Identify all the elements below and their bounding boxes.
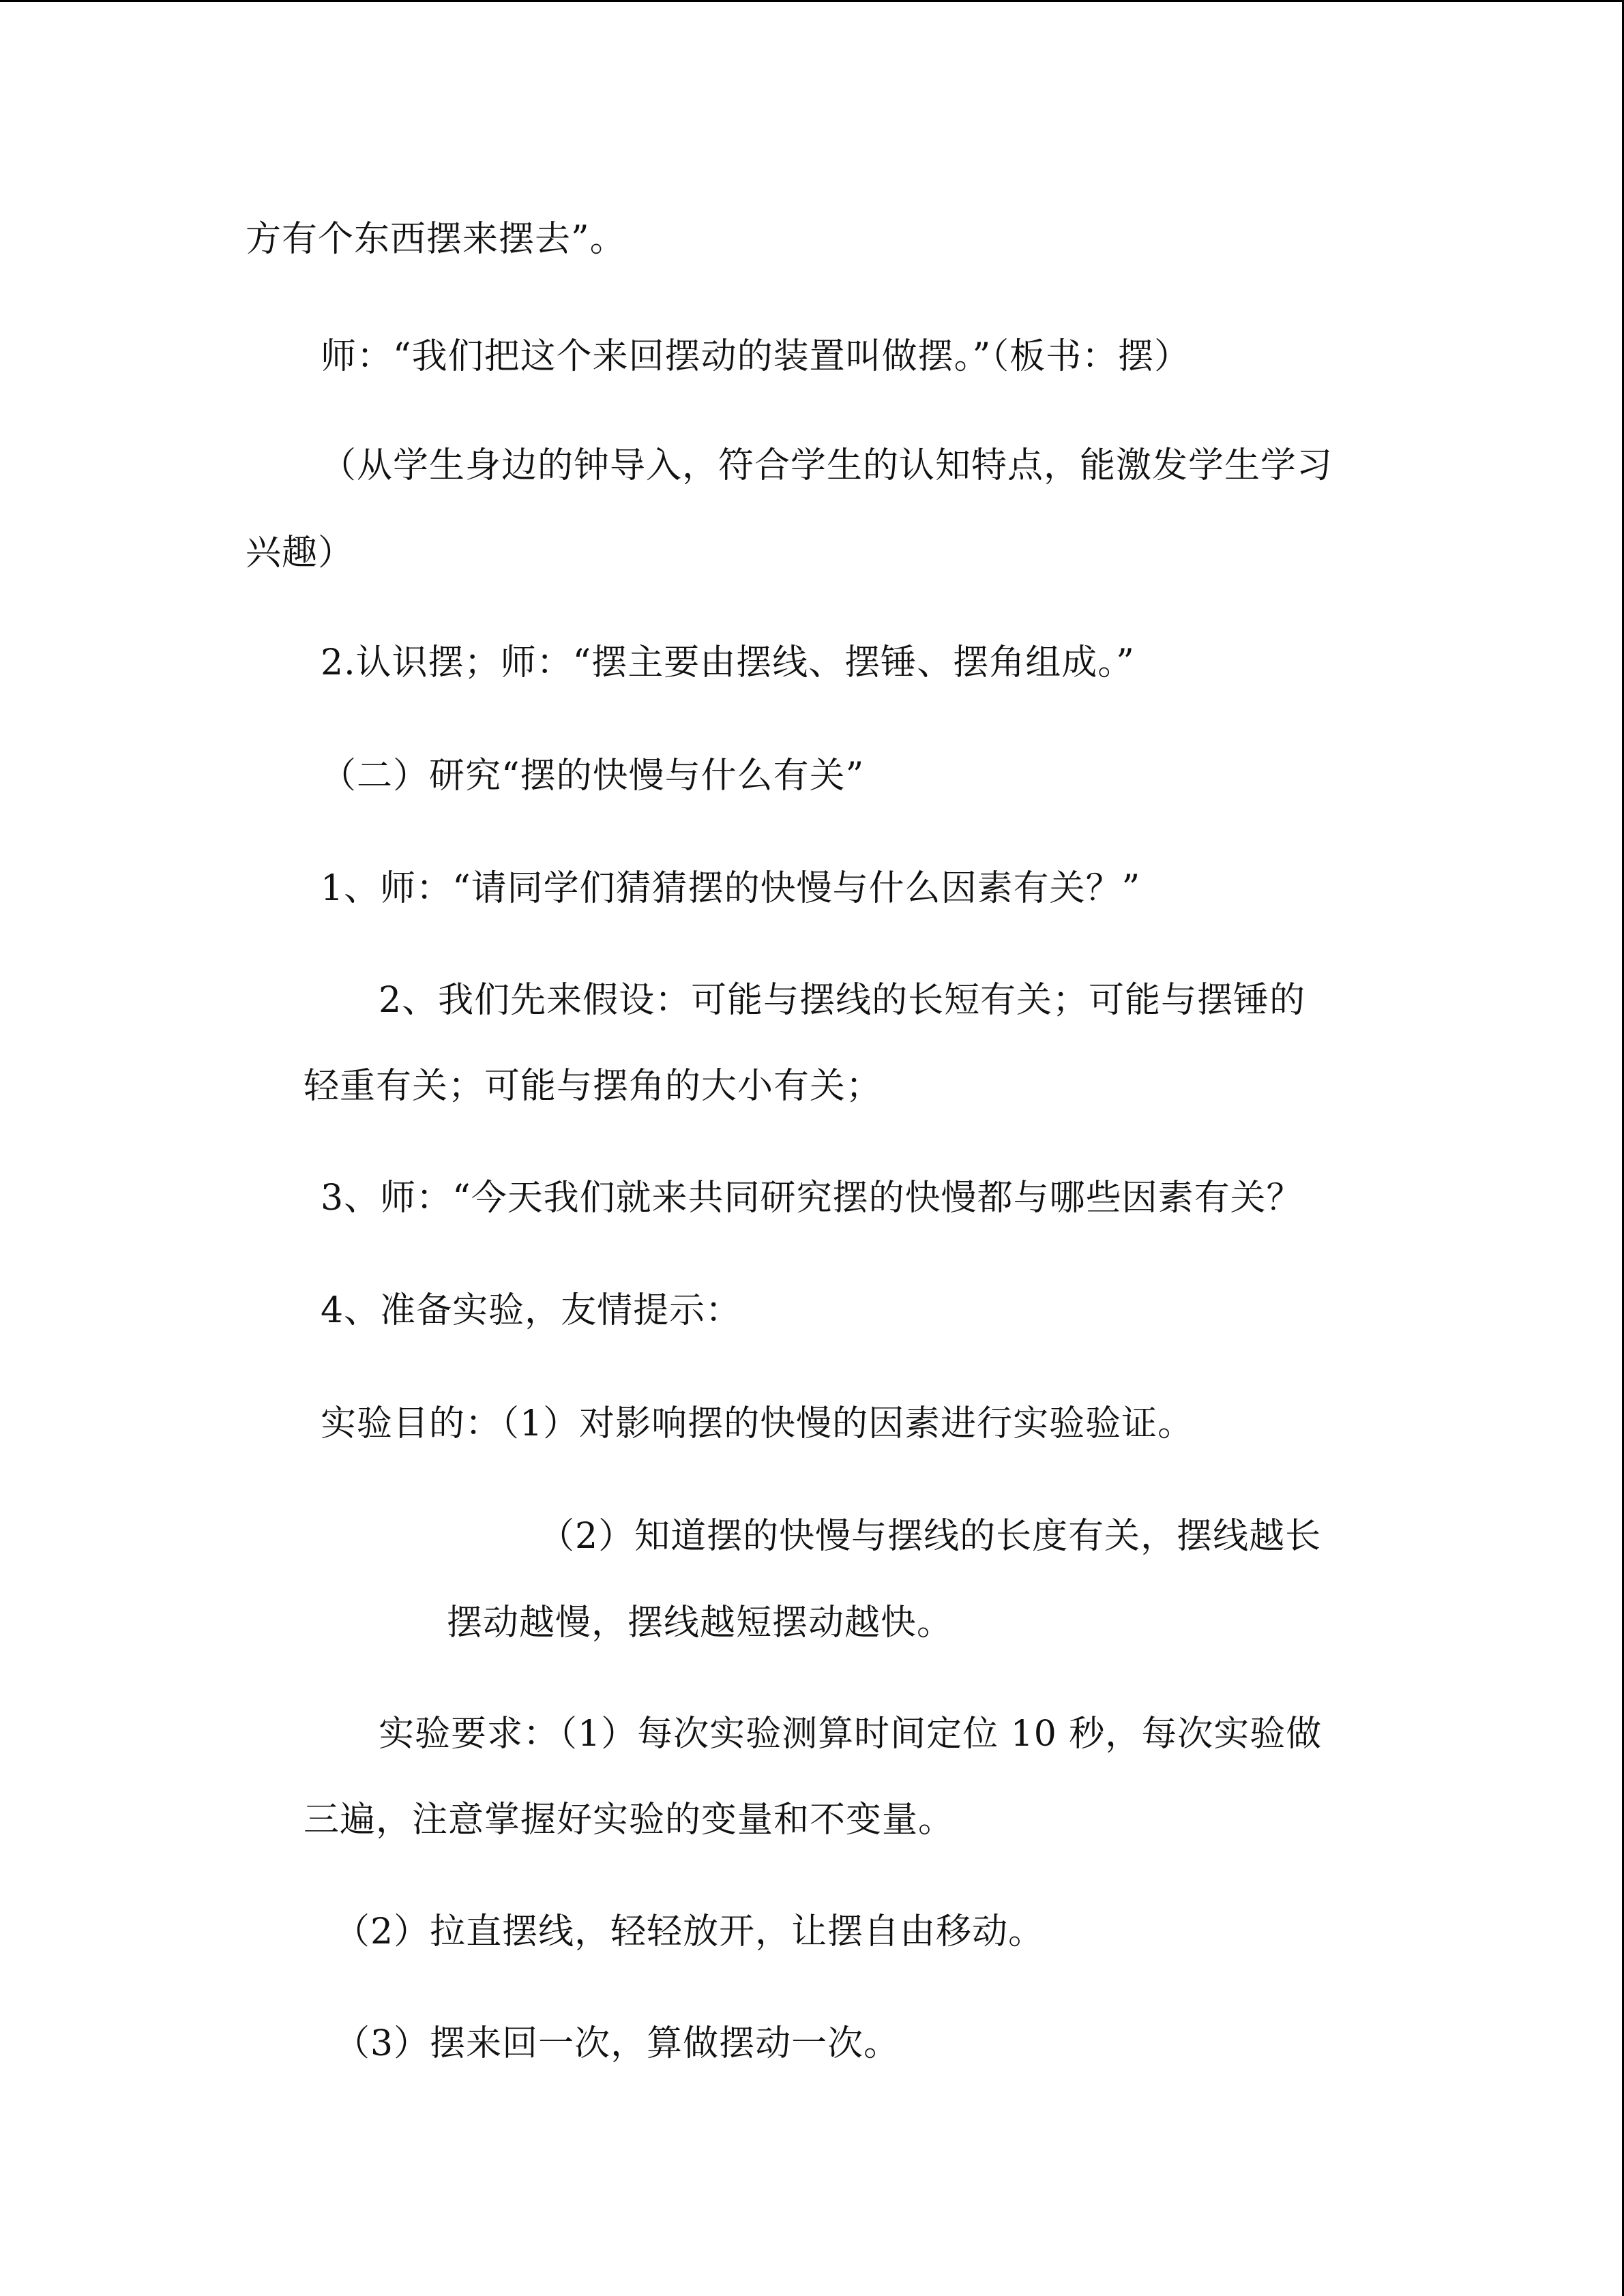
- text-line: 摆动越慢，摆线越短摆动越快。: [447, 1602, 954, 1643]
- text-line: 1、师：“请同学们猜猜摆的快慢与什么因素有关？”: [321, 868, 1141, 909]
- text-line: 轻重有关；可能与摆角的大小有关；: [304, 1066, 883, 1107]
- text-line: （2）拉直摆线，轻轻放开，让摆自由移动。: [334, 1911, 1045, 1952]
- section-heading: （二）研究“摆的快慢与什么有关”: [321, 756, 865, 796]
- text-line: 实验要求：（1）每次实验测算时间定位 10 秒，每次实验做: [379, 1714, 1323, 1755]
- text-line: （2）知道摆的快慢与摆线的长度有关，摆线越长: [539, 1516, 1322, 1557]
- text-line: 2.认识摆；师：“摆主要由摆线、摆锤、摆角组成。”: [321, 642, 1135, 683]
- text-line: （3）摆来回一次，算做摆动一次。: [334, 2023, 900, 2064]
- text-line: 方有个东西摆来摆去”。: [246, 219, 626, 260]
- text-line: 兴趣）: [246, 533, 355, 573]
- text-line: 师：“我们把这个来回摆动的装置叫做摆。”（板书：摆）: [321, 336, 1191, 377]
- text-line: 4、准备实验，友情提示：: [321, 1290, 742, 1331]
- text-line: （从学生身边的钟导入，符合学生的认知特点，能激发学生学习: [321, 445, 1333, 486]
- text-line: 实验目的：（1）对影响摆的快慢的因素进行实验验证。: [321, 1403, 1194, 1444]
- text-line: 三遍，注意掌握好实验的变量和不变量。: [304, 1800, 955, 1840]
- text-line: 3、师：“今天我们就来共同研究摆的快慢都与哪些因素有关？: [321, 1178, 1303, 1219]
- text-line: 2、我们先来假设：可能与摆线的长短有关；可能与摆锤的: [379, 980, 1306, 1021]
